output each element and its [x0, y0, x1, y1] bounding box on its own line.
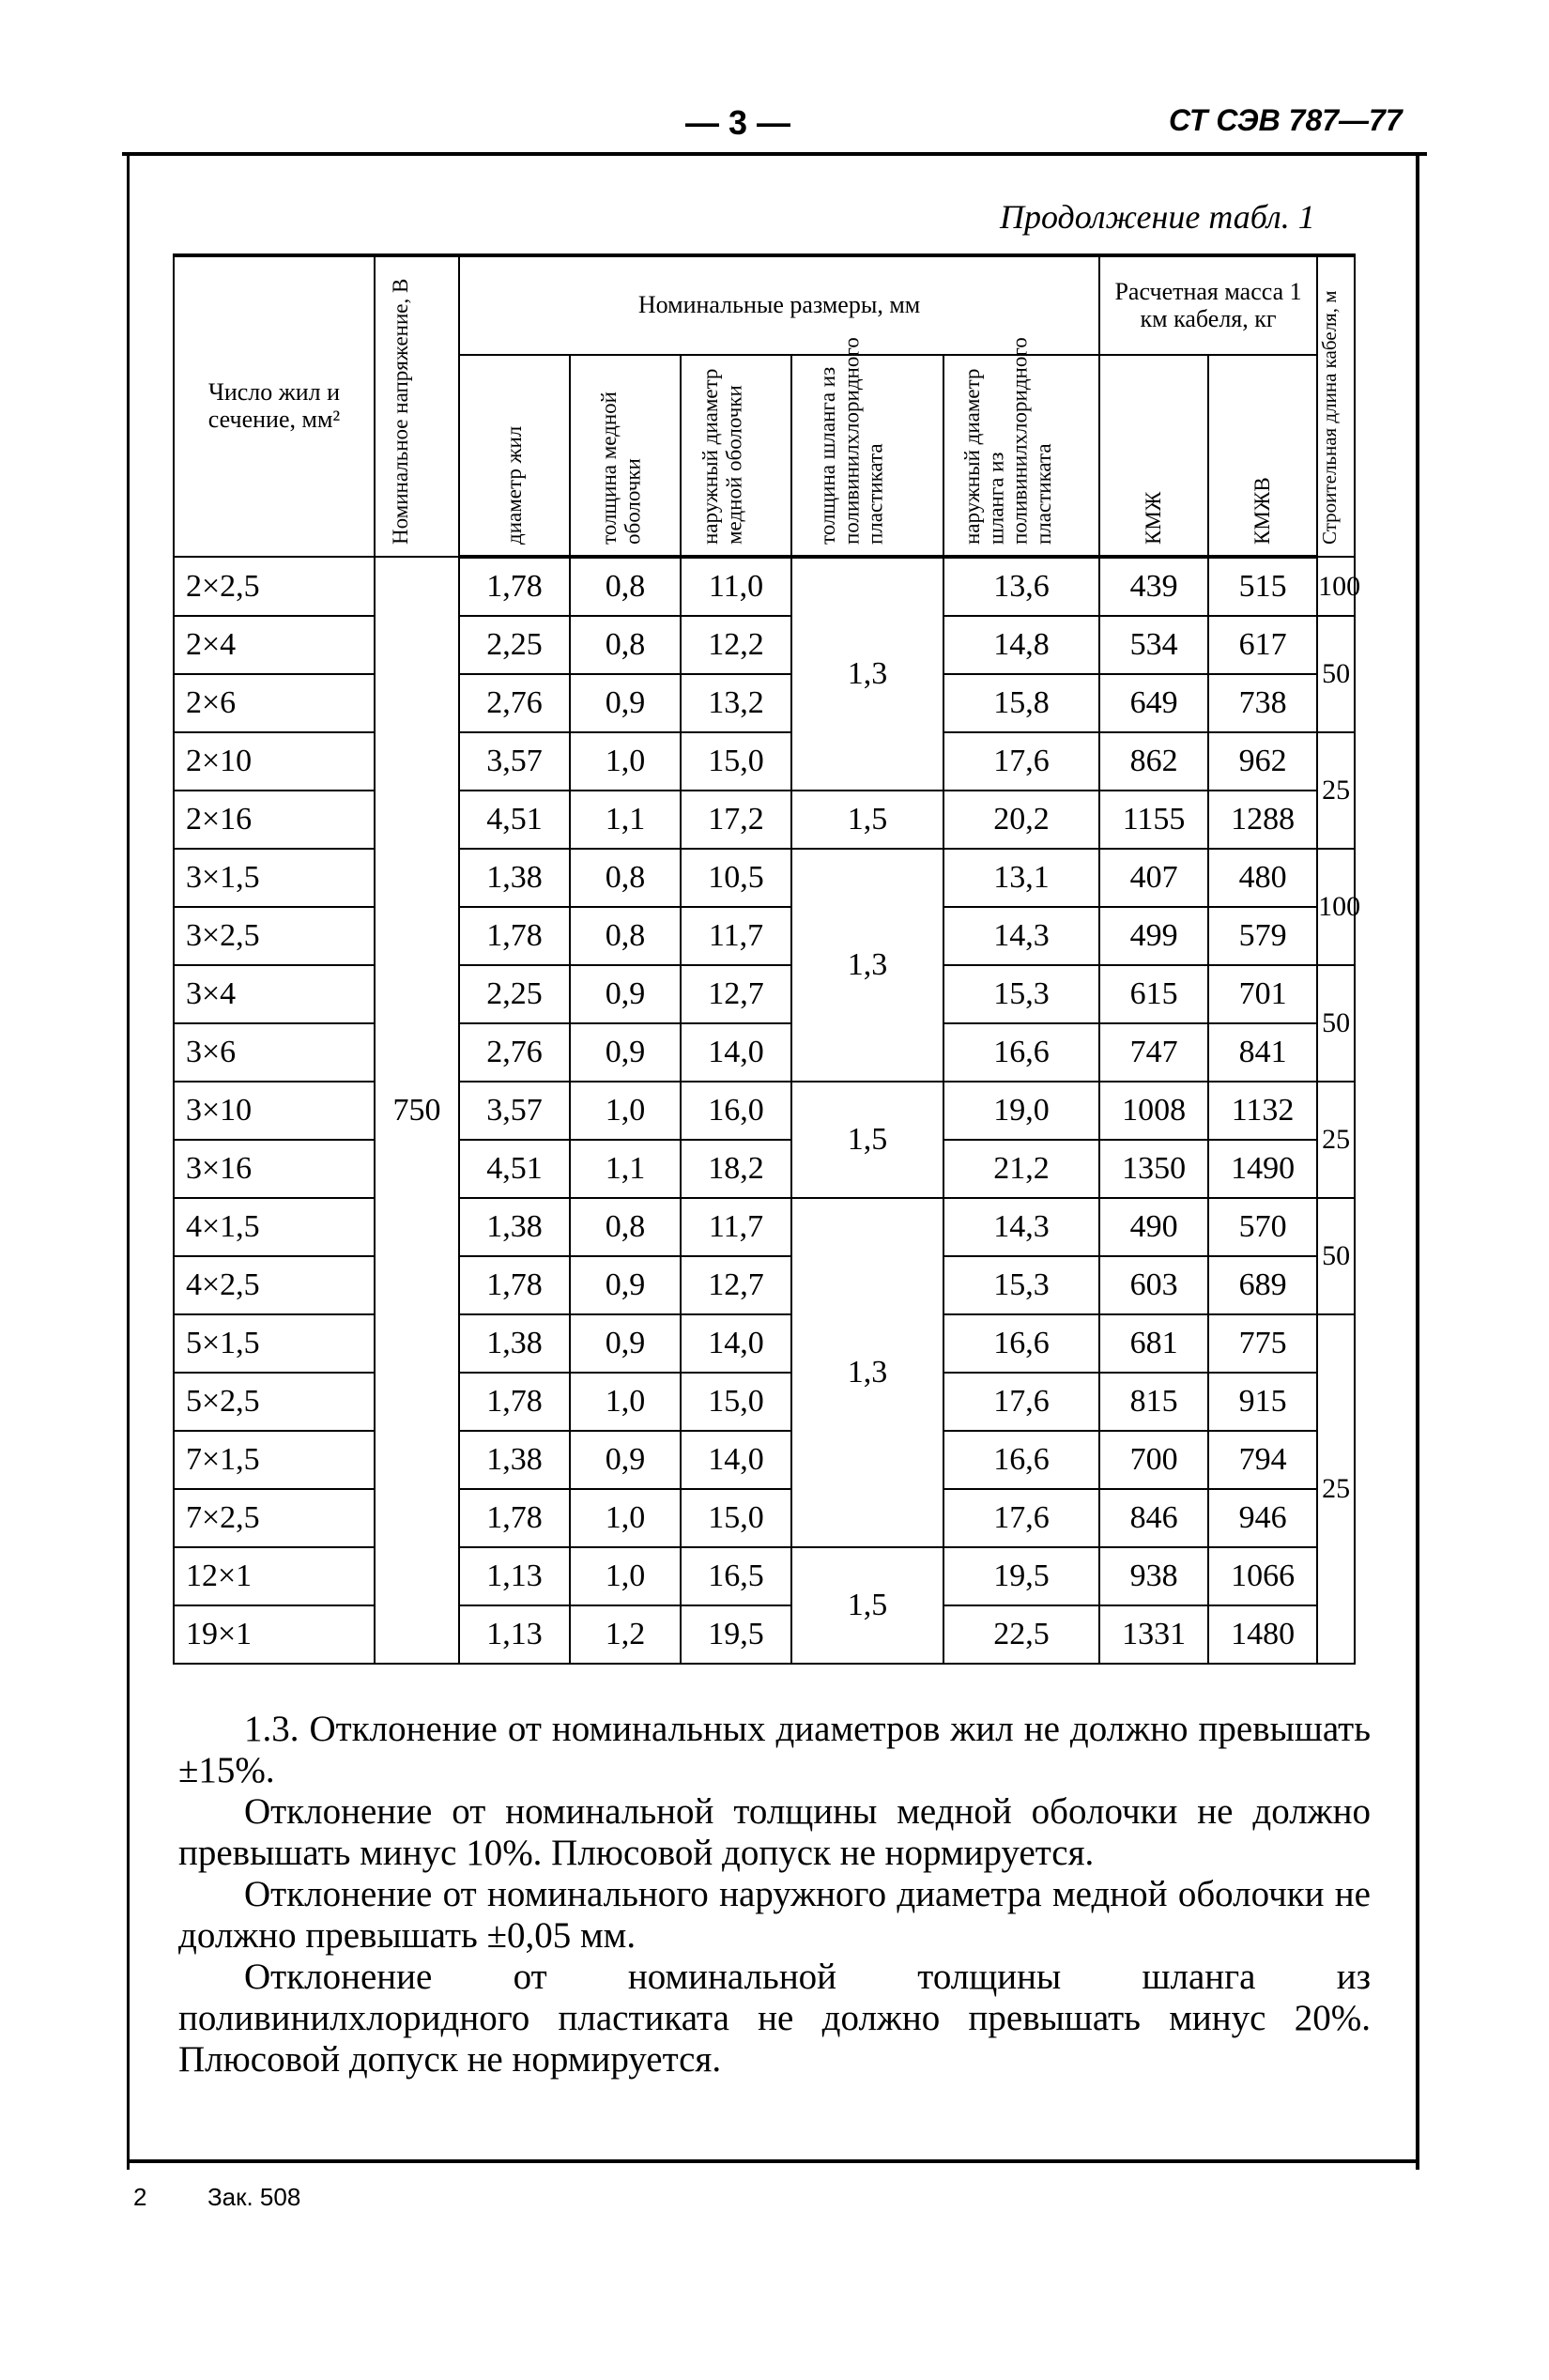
table-row: [174, 1314, 1355, 1373]
cell-hose-outer-diameter: 14,3: [943, 1198, 1099, 1256]
header-core-diameter: диаметр жил: [502, 425, 527, 545]
cell-mass-kmzhv: 480: [1208, 849, 1317, 907]
cell-mass-kmzhv: 1132: [1208, 1082, 1317, 1140]
cell-cores: 3×4: [174, 965, 375, 1023]
header-dimensions-group: Номинальные размеры, мм: [459, 255, 1099, 355]
cell-cores: 4×1,5: [174, 1198, 375, 1256]
cell-sheath-thickness: 0,8: [570, 616, 681, 674]
cell-core-diameter: 1,13: [459, 1605, 570, 1664]
cell-mass-kmzh: 846: [1099, 1489, 1208, 1547]
cell-cores: 2×4: [174, 616, 375, 674]
cell-hose-outer-diameter: 16,6: [943, 1023, 1099, 1082]
cell-cores: 3×1,5: [174, 849, 375, 907]
cell-length: 25: [1317, 732, 1355, 849]
cell-mass-kmzh: 681: [1099, 1314, 1208, 1373]
cell-sheath-thickness: 1,2: [570, 1605, 681, 1664]
cell-mass-kmzh: 1008: [1099, 1082, 1208, 1140]
cell-sheath-thickness: 1,1: [570, 791, 681, 849]
cell-sheath-thickness: 1,0: [570, 732, 681, 791]
cell-cores: 7×1,5: [174, 1431, 375, 1489]
cell-core-diameter: 2,25: [459, 965, 570, 1023]
cell-mass-kmzh: 747: [1099, 1023, 1208, 1082]
cell-core-diameter: 4,51: [459, 791, 570, 849]
cell-cores: 12×1: [174, 1547, 375, 1605]
cell-core-diameter: 4,51: [459, 1140, 570, 1198]
header-sheath-thickness: толщина медной оболочки: [597, 391, 645, 545]
cell-length: 25: [1317, 1314, 1355, 1664]
cell-mass-kmzhv: 1490: [1208, 1140, 1317, 1198]
cell-mass-kmzh: 649: [1099, 674, 1208, 732]
paragraph-3: Отклонение от номинального наружного диаметра медной оболочки не должно превышать ±0,05 мм.: [178, 1874, 1371, 1956]
cell-sheath-thickness: 0,8: [570, 849, 681, 907]
cell-core-diameter: 3,57: [459, 732, 570, 791]
table-row: [174, 849, 1355, 907]
cell-cores: 7×2,5: [174, 1489, 375, 1547]
cell-mass-kmzhv: 689: [1208, 1256, 1317, 1314]
cell-mass-kmzhv: 915: [1208, 1373, 1317, 1431]
cell-mass-kmzhv: 738: [1208, 674, 1317, 732]
table-row: [174, 1082, 1355, 1140]
cell-core-diameter: 1,78: [459, 1489, 570, 1547]
cell-core-diameter: 1,38: [459, 1314, 570, 1373]
cell-mass-kmzhv: 579: [1208, 907, 1317, 965]
table-body: [174, 557, 1361, 1664]
cell-hose-outer-diameter: 22,5: [943, 1605, 1099, 1664]
table-row: [174, 1023, 1355, 1082]
cell-cores: 3×6: [174, 1023, 375, 1082]
cell-mass-kmzh: 938: [1099, 1547, 1208, 1605]
cell-length: 100: [1317, 849, 1355, 965]
cell-sheath-thickness: 0,9: [570, 965, 681, 1023]
cell-sheath-thickness: 1,0: [570, 1489, 681, 1547]
cell-sheath-outer-diameter: 18,2: [681, 1140, 791, 1198]
frame-bottom-rule: [127, 2159, 1419, 2163]
cell-hose-outer-diameter: 13,6: [943, 557, 1099, 616]
footer-order: Зак. 508: [207, 2183, 301, 2211]
cell-cores: 3×2,5: [174, 907, 375, 965]
header-sheath-outer-diameter: наружный диаметр медной оболочки: [698, 368, 746, 545]
cell-voltage: 750: [375, 557, 459, 1664]
cell-hose-thickness: 1,3: [791, 557, 943, 791]
cell-sheath-thickness: 0,9: [570, 1256, 681, 1314]
cell-core-diameter: 2,25: [459, 616, 570, 674]
cell-sheath-outer-diameter: 12,2: [681, 616, 791, 674]
cell-core-diameter: 1,78: [459, 1373, 570, 1431]
cable-table: [173, 253, 1361, 1665]
cell-cores: 2×6: [174, 674, 375, 732]
cell-hose-outer-diameter: 17,6: [943, 1489, 1099, 1547]
cell-sheath-thickness: 0,8: [570, 1198, 681, 1256]
cell-sheath-outer-diameter: 11,7: [681, 907, 791, 965]
table-row: [174, 616, 1355, 674]
cell-sheath-outer-diameter: 17,2: [681, 791, 791, 849]
cell-cores: 3×16: [174, 1140, 375, 1198]
cell-core-diameter: 2,76: [459, 1023, 570, 1082]
table-row: [174, 557, 1355, 616]
cell-mass-kmzh: 615: [1099, 965, 1208, 1023]
cell-sheath-thickness: 1,0: [570, 1082, 681, 1140]
table-caption: Продолжение табл. 1: [1000, 198, 1315, 236]
table-row: [174, 1198, 1355, 1256]
cell-sheath-thickness: 0,9: [570, 674, 681, 732]
cell-mass-kmzhv: 1066: [1208, 1547, 1317, 1605]
table-row: [174, 1256, 1355, 1314]
cell-mass-kmzh: 862: [1099, 732, 1208, 791]
cell-mass-kmzhv: 617: [1208, 616, 1317, 674]
standard-code: СТ СЭВ 787—77: [1169, 103, 1403, 137]
cell-sheath-outer-diameter: 15,0: [681, 1373, 791, 1431]
table-row: [174, 1140, 1355, 1198]
cell-mass-kmzh: 499: [1099, 907, 1208, 965]
header-hose-thickness: толщина шланга из поливинилхлоридного пластиката: [816, 337, 887, 545]
cell-cores: 5×2,5: [174, 1373, 375, 1431]
page-number: — 3 —: [685, 103, 791, 142]
cell-hose-thickness: 1,5: [791, 791, 943, 849]
cell-mass-kmzh: 603: [1099, 1256, 1208, 1314]
cell-hose-outer-diameter: 19,5: [943, 1547, 1099, 1605]
cell-mass-kmzh: 534: [1099, 616, 1208, 674]
cell-mass-kmzhv: 570: [1208, 1198, 1317, 1256]
cell-cores: 5×1,5: [174, 1314, 375, 1373]
cell-hose-outer-diameter: 20,2: [943, 791, 1099, 849]
cell-cores: 19×1: [174, 1605, 375, 1664]
cell-core-diameter: 3,57: [459, 1082, 570, 1140]
cell-hose-outer-diameter: 14,8: [943, 616, 1099, 674]
cell-hose-outer-diameter: 16,6: [943, 1431, 1099, 1489]
header-cores: Число жил и сечение, мм²: [174, 255, 375, 557]
cell-hose-outer-diameter: 16,6: [943, 1314, 1099, 1373]
cell-hose-thickness: 1,3: [791, 1198, 943, 1547]
cell-length: 25: [1317, 1082, 1355, 1198]
cell-hose-outer-diameter: 15,8: [943, 674, 1099, 732]
cell-mass-kmzhv: 841: [1208, 1023, 1317, 1082]
cell-sheath-thickness: 1,0: [570, 1547, 681, 1605]
table-row: [174, 674, 1355, 732]
cell-mass-kmzhv: 962: [1208, 732, 1317, 791]
table-row: [174, 1547, 1355, 1605]
frame-left-rule: [127, 156, 130, 2170]
cell-cores: 2×16: [174, 791, 375, 849]
table-row: [174, 1431, 1355, 1489]
cell-hose-outer-diameter: 13,1: [943, 849, 1099, 907]
cell-sheath-outer-diameter: 12,7: [681, 965, 791, 1023]
cell-sheath-thickness: 0,9: [570, 1314, 681, 1373]
cell-sheath-thickness: 0,8: [570, 907, 681, 965]
cell-sheath-outer-diameter: 10,5: [681, 849, 791, 907]
cell-sheath-outer-diameter: 14,0: [681, 1314, 791, 1373]
cell-sheath-outer-diameter: 15,0: [681, 732, 791, 791]
table-row: [174, 1605, 1355, 1664]
cell-hose-outer-diameter: 17,6: [943, 1373, 1099, 1431]
cell-mass-kmzh: 815: [1099, 1373, 1208, 1431]
cell-core-diameter: 1,38: [459, 849, 570, 907]
cell-sheath-outer-diameter: 19,5: [681, 1605, 791, 1664]
header-kmzhv: КМЖВ: [1250, 477, 1275, 545]
cell-hose-outer-diameter: 15,3: [943, 1256, 1099, 1314]
header-rule: [122, 152, 1427, 156]
cell-sheath-thickness: 0,8: [570, 557, 681, 616]
cell-length: 100: [1317, 557, 1355, 616]
cell-hose-outer-diameter: 17,6: [943, 732, 1099, 791]
cell-sheath-outer-diameter: 14,0: [681, 1431, 791, 1489]
footer-page: 2: [133, 2183, 147, 2211]
cell-sheath-outer-diameter: 16,5: [681, 1547, 791, 1605]
header-mass-group: Расчетная масса 1 км кабеля, кг: [1099, 255, 1317, 355]
cell-sheath-thickness: 0,9: [570, 1431, 681, 1489]
table-row: [174, 907, 1355, 965]
paragraph-2: Отклонение от номинальной толщины медной оболочки не должно превышать минус 10%. Плюсовой допуск не нормируется.: [178, 1791, 1371, 1873]
cell-hose-outer-diameter: 19,0: [943, 1082, 1099, 1140]
cell-core-diameter: 1,38: [459, 1198, 570, 1256]
cell-length: 50: [1317, 616, 1355, 732]
cell-core-diameter: 1,78: [459, 1256, 570, 1314]
cell-length: 50: [1317, 965, 1355, 1082]
table-row: [174, 1373, 1355, 1431]
cell-hose-outer-diameter: 14,3: [943, 907, 1099, 965]
cell-core-diameter: 1,38: [459, 1431, 570, 1489]
frame-right-rule: [1416, 156, 1419, 2170]
cell-mass-kmzhv: 515: [1208, 557, 1317, 616]
header-hose-outer-diameter: наружный диаметр шланга из поливинилхлоридного пластиката: [960, 337, 1055, 545]
cell-mass-kmzh: 407: [1099, 849, 1208, 907]
cell-core-diameter: 1,78: [459, 557, 570, 616]
cell-mass-kmzh: 490: [1099, 1198, 1208, 1256]
cell-cores: 2×10: [174, 732, 375, 791]
cell-mass-kmzhv: 794: [1208, 1431, 1317, 1489]
cell-mass-kmzh: 700: [1099, 1431, 1208, 1489]
cell-mass-kmzhv: 946: [1208, 1489, 1317, 1547]
body-text: [178, 1709, 1371, 2081]
cell-sheath-outer-diameter: 13,2: [681, 674, 791, 732]
cell-length: 50: [1317, 1198, 1355, 1314]
cell-mass-kmzh: 1331: [1099, 1605, 1208, 1664]
cell-sheath-outer-diameter: 12,7: [681, 1256, 791, 1314]
cell-hose-outer-diameter: 21,2: [943, 1140, 1099, 1198]
cell-sheath-outer-diameter: 15,0: [681, 1489, 791, 1547]
cell-mass-kmzh: 439: [1099, 557, 1208, 616]
cell-sheath-thickness: 1,0: [570, 1373, 681, 1431]
cell-core-diameter: 2,76: [459, 674, 570, 732]
cell-hose-thickness: 1,5: [791, 1082, 943, 1198]
header-length: Строительная длина кабеля, м: [1318, 290, 1342, 545]
cell-hose-outer-diameter: 15,3: [943, 965, 1099, 1023]
cell-mass-kmzhv: 775: [1208, 1314, 1317, 1373]
table-row: [174, 732, 1355, 791]
cell-hose-thickness: 1,5: [791, 1547, 943, 1664]
cell-sheath-thickness: 1,1: [570, 1140, 681, 1198]
cell-sheath-outer-diameter: 14,0: [681, 1023, 791, 1082]
cell-mass-kmzh: 1350: [1099, 1140, 1208, 1198]
header-voltage: Номинальное напряжение, В: [389, 279, 412, 545]
cell-core-diameter: 1,13: [459, 1547, 570, 1605]
header-kmzh: КМЖ: [1142, 491, 1166, 545]
cell-mass-kmzh: 1155: [1099, 791, 1208, 849]
table-row: [174, 965, 1355, 1023]
table-row: [174, 1489, 1355, 1547]
cell-sheath-outer-diameter: 16,0: [681, 1082, 791, 1140]
cell-sheath-thickness: 0,9: [570, 1023, 681, 1082]
paragraph-1: 1.3. Отклонение от номинальных диаметров жил не должно превышать ±15%.: [178, 1709, 1371, 1790]
table-row: [174, 791, 1355, 849]
cell-cores: 4×2,5: [174, 1256, 375, 1314]
cell-core-diameter: 1,78: [459, 907, 570, 965]
cell-hose-thickness: 1,3: [791, 849, 943, 1082]
footer: [133, 2183, 300, 2212]
cell-sheath-outer-diameter: 11,7: [681, 1198, 791, 1256]
cell-cores: 2×2,5: [174, 557, 375, 616]
cell-sheath-outer-diameter: 11,0: [681, 557, 791, 616]
cell-mass-kmzhv: 1288: [1208, 791, 1317, 849]
paragraph-4: Отклонение от номинальной толщины шланга из поливинилхлоридного пластиката не должно превышать минус 20%. Плюсовой допуск не нормируется.: [178, 1957, 1371, 2080]
cell-mass-kmzhv: 1480: [1208, 1605, 1317, 1664]
cell-cores: 3×10: [174, 1082, 375, 1140]
cell-mass-kmzhv: 701: [1208, 965, 1317, 1023]
